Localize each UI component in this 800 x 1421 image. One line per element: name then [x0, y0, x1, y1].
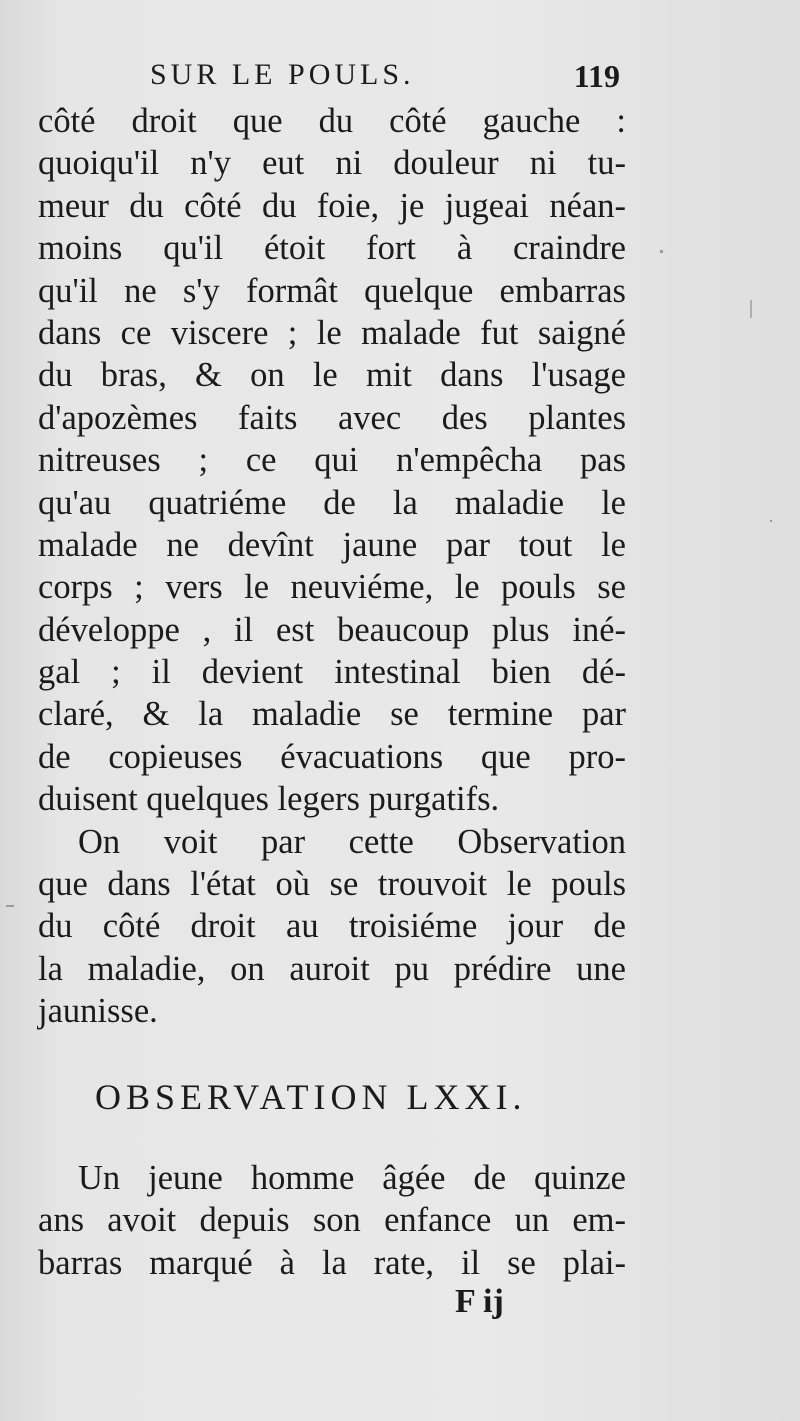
- text-line: du côté droit au troisiéme jour de: [38, 907, 626, 946]
- paragraph-2: [38, 821, 626, 1033]
- text-line: barras marqué à la rate, il se plai-: [38, 1243, 626, 1282]
- text-line: duisent quelques legers purgatifs.: [38, 780, 500, 819]
- text-line: quoiqu'il n'y eut ni douleur ni tu-: [38, 144, 626, 183]
- running-title: SUR LE POULS.: [150, 58, 415, 91]
- body-text: [38, 100, 626, 1033]
- text-line: la maladie, on auroit pu prédire une: [38, 949, 626, 988]
- text-line: ans avoit depuis son enfance un em-: [38, 1201, 626, 1240]
- text-line: malade ne devînt jaune par tout le: [38, 525, 626, 564]
- text-line: de copieuses évacuations que pro-: [38, 737, 626, 776]
- text-line: gal ; il devient intestinal bien dé-: [38, 653, 626, 692]
- text-line: développe , il est beaucoup plus iné-: [38, 610, 626, 649]
- section-heading: OBSERVATION LXXI.: [95, 1077, 527, 1117]
- paper-speck: [770, 520, 772, 522]
- running-head: [150, 58, 620, 98]
- text-line: que dans l'état où se trouvoit le pouls: [38, 865, 626, 904]
- text-line: qu'il ne s'y formât quelque embarras: [38, 271, 626, 310]
- paragraph-1: [38, 100, 626, 821]
- text-line: Un jeune homme âgée de quinze: [78, 1159, 626, 1197]
- text-line: moins qu'il étoit fort à craindre: [38, 229, 626, 268]
- text-line: nitreuses ; ce qui n'empêcha pas: [38, 441, 626, 480]
- paper-speck: [6, 905, 14, 907]
- paragraph-3: [38, 1157, 626, 1284]
- text-line: d'apozèmes faits avec des plantes: [38, 398, 626, 437]
- text-line: dans ce viscere ; le malade fut saigné: [38, 313, 626, 352]
- text-line: côté droit que du côté gauche :: [38, 102, 626, 140]
- page-number: 119: [573, 58, 620, 94]
- text-line: jaunisse.: [38, 992, 158, 1031]
- paper-speck: [660, 250, 663, 253]
- text-line: corps ; vers le neuviéme, le pouls se: [38, 568, 626, 607]
- text-line: du bras, & on le mit dans l'usage: [38, 356, 626, 395]
- signature-mark: F ij: [455, 1283, 504, 1320]
- text-line: On voit par cette Observation: [78, 822, 626, 861]
- paper-speck: [750, 300, 752, 318]
- text-line: claré, & la maladie se termine par: [38, 695, 626, 734]
- text-line: qu'au quatriéme de la maladie le: [38, 483, 626, 522]
- text-line: meur du côté du foie, je jugeai néan-: [38, 186, 626, 225]
